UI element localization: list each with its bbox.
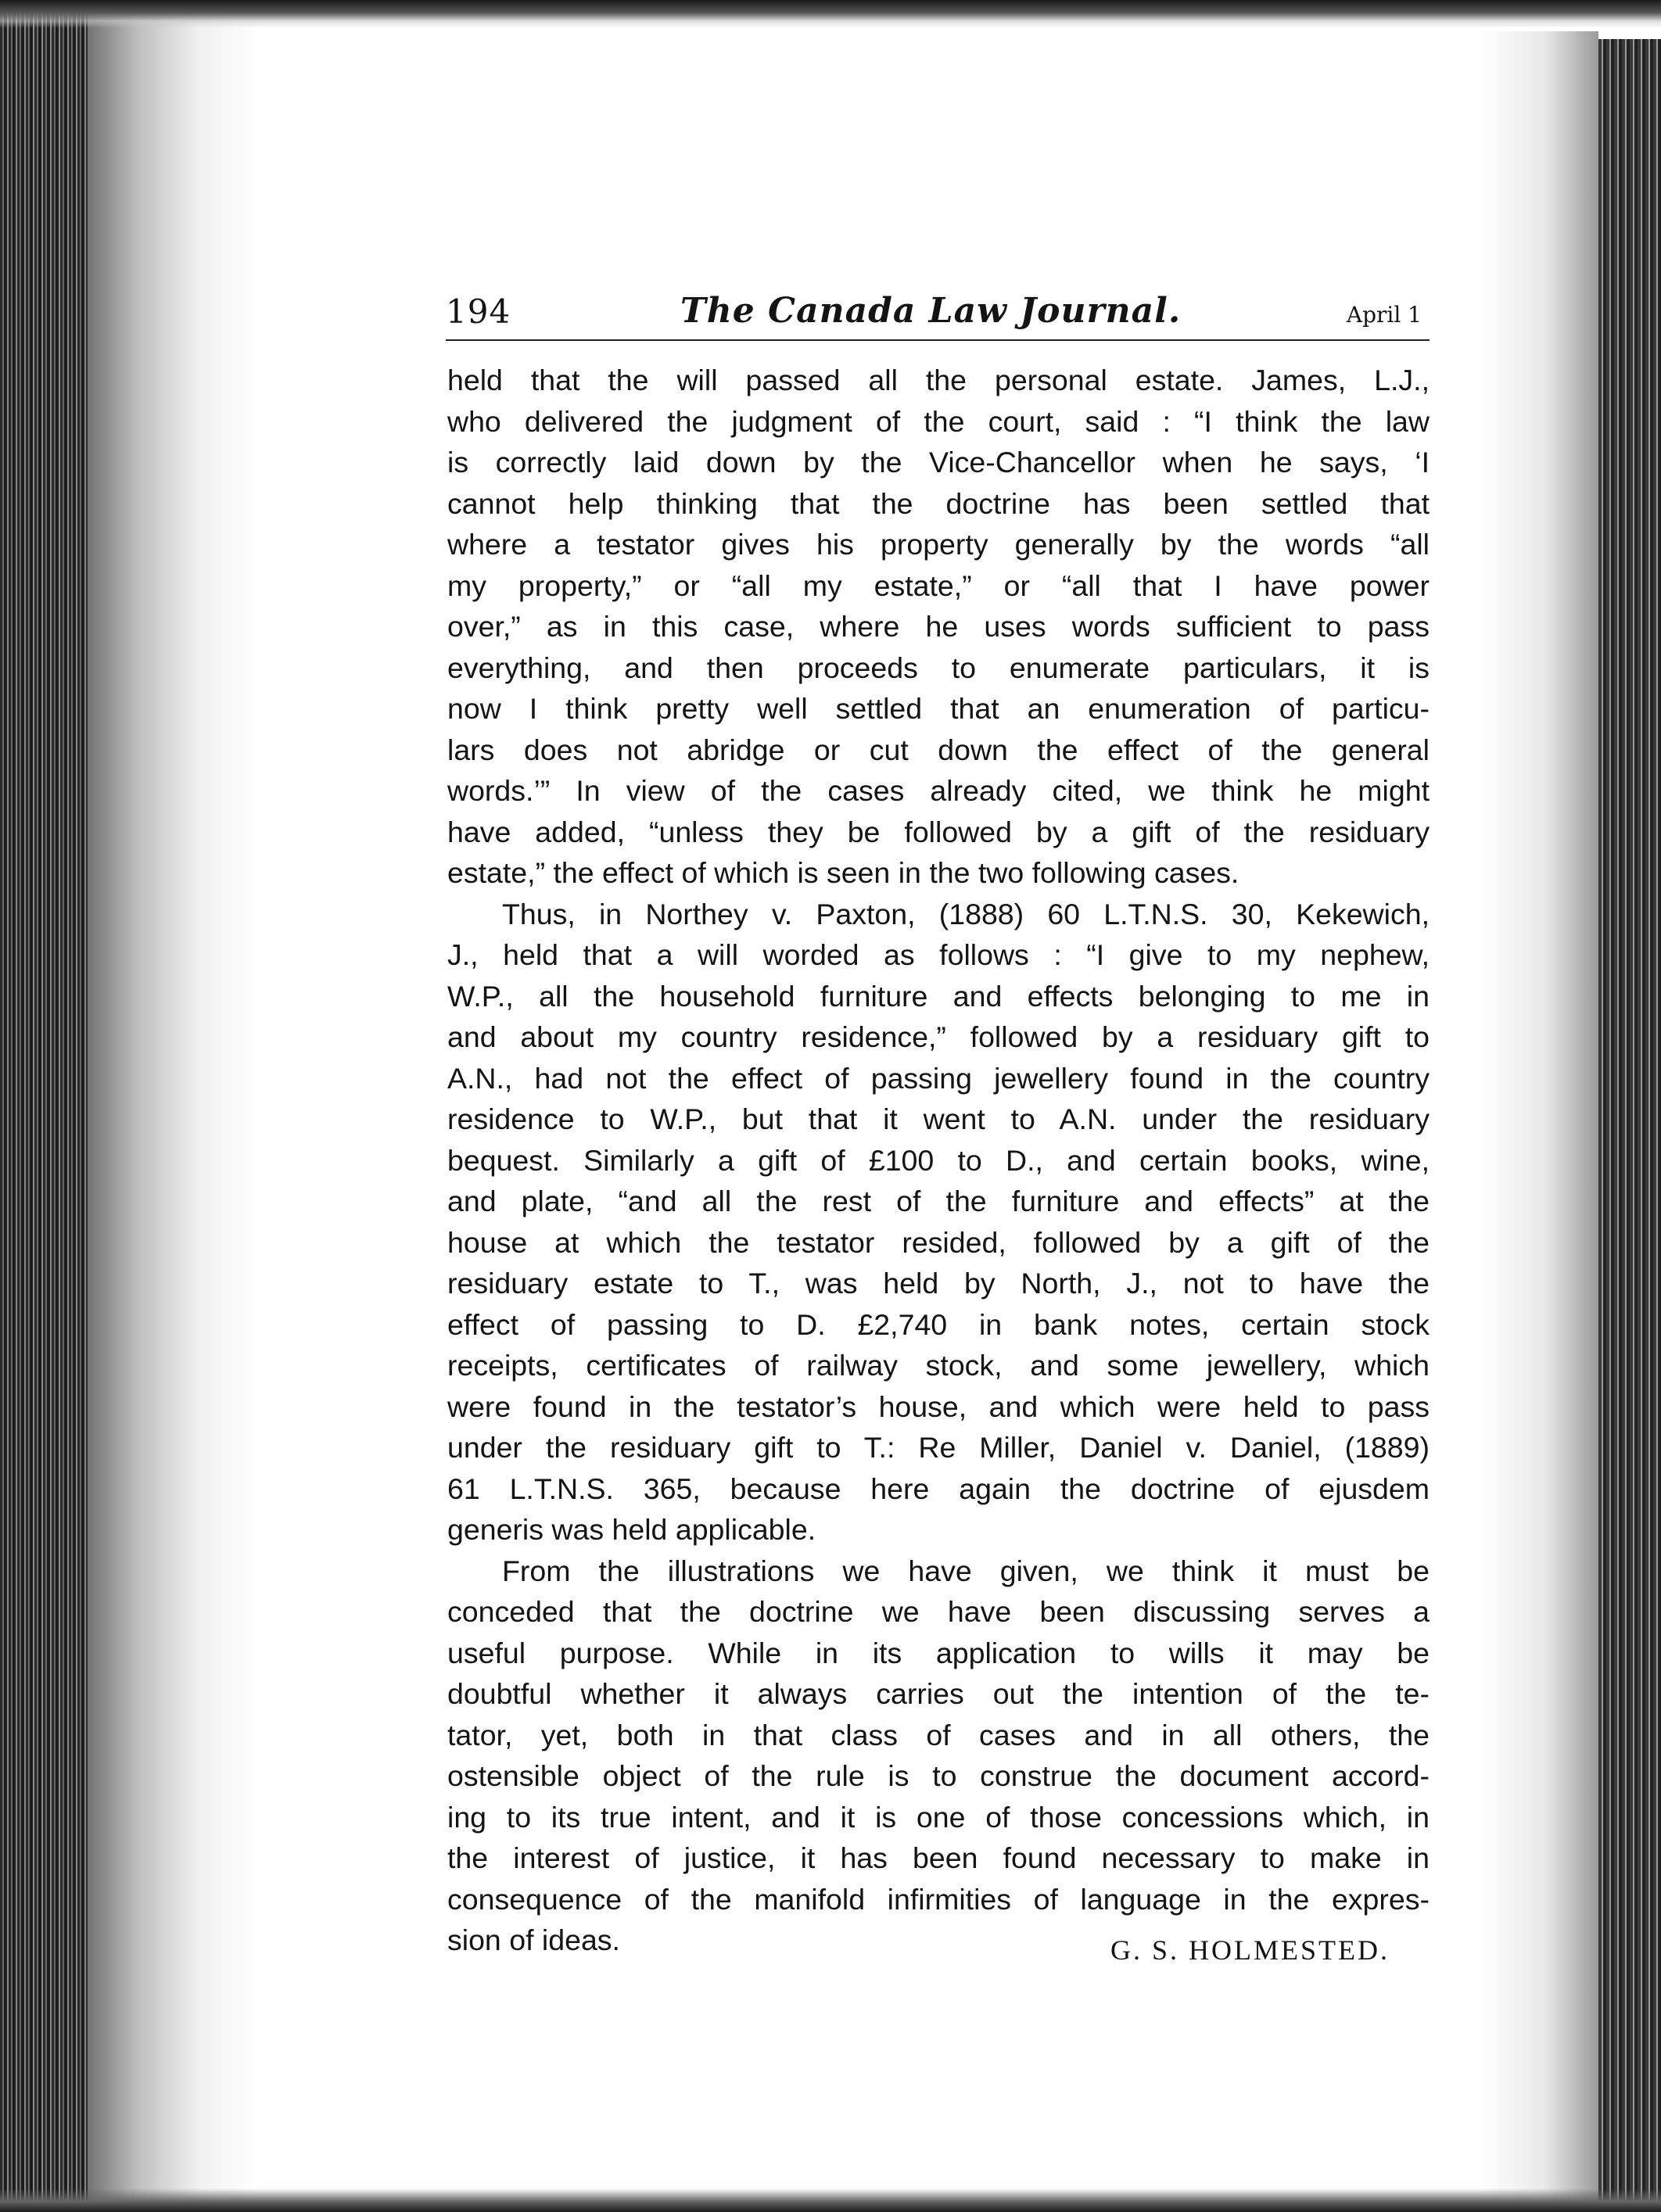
text-line: consequence of the manifold infirmities of language in the expres- [447,1882,1430,1916]
text-line: my property,” or “all my estate,” or “all that I have power [447,568,1430,602]
text-line: ostensible object of the rule is to construe the document accord- [447,1759,1430,1792]
text-line: estate,” the effect of which is seen in the two following cases. [447,856,1239,889]
text-line: held that the will passed all the personal estate. James, L.J., [447,364,1430,396]
text-line: words.’” In view of the cases already cited, we think he might [447,774,1430,807]
text-line: Thus, in Northey v. Paxton, (1888) 60 L.T.N.S. 30, Kekewich, [502,897,1430,930]
text-line: tator, yet, both in that class of cases and in all others, the [447,1718,1430,1751]
text-line: residuary estate to T., was held by North, J., not to have the [447,1267,1430,1300]
article-body [447,360,1430,1961]
scan-top-edge [0,0,1661,28]
text-line: were found in the testator’s house, and which were held to pass [447,1389,1430,1423]
text-line: useful purpose. While in its application to wills it may be [447,1636,1430,1669]
text-line: residence to W.P., but that it went to A.N. under the residuary [447,1102,1430,1135]
text-line: conceded that the doctrine we have been discussing serves a [447,1595,1430,1628]
page-header [446,291,1430,341]
text-line: 61 L.T.N.S. 365, because here again the doctrine of ejusdem [447,1472,1430,1505]
text-line: over,” as in this case, where he uses words sufficient to pass [447,610,1430,643]
issue-date: April 1 [1346,302,1422,328]
text-line: where a testator gives his property generally by the words “all [447,528,1430,561]
scan-left-edge [0,0,88,2212]
paragraph-1 [447,360,1430,894]
text-line: house at which the testator resided, followed by a gift of the [447,1225,1430,1259]
text-line: the interest of justice, it has been found necessary to make in [447,1841,1430,1874]
text-line: bequest. Similarly a gift of £100 to D., and certain books, wine, [447,1143,1430,1177]
text-line: now I think pretty well settled that an enumeration of particu- [447,692,1430,725]
text-line: and plate, “and all the rest of the furniture and effects” at the [447,1185,1430,1217]
scan-right-shadow [1481,31,1598,2212]
text-line: effect of passing to D. £2,740 in bank notes, certain stock [447,1307,1430,1341]
running-title: The Canada Law Journal. [680,291,1182,331]
text-line: is correctly laid down by the Vice-Chancellor when he says, ‘I [447,446,1430,479]
paragraph-2 [447,894,1430,1551]
text-line: generis was held applicable. [447,1513,816,1546]
text-line: A.N., had not the effect of passing jewellery found in the country [447,1061,1430,1095]
text-line: everything, and then proceeds to enumerate particulars, it is [447,651,1430,684]
text-line: doubtful whether it always carries out the intention of the te- [447,1677,1430,1710]
text-line: under the residuary gift to T.: Re Miller, Daniel v. Daniel, (1889) [447,1431,1430,1464]
text-line: From the illustrations we have given, we think it must be [502,1554,1430,1587]
text-line: lars does not abridge or cut down the effect of the general [447,733,1430,766]
text-line: W.P., all the household furniture and effects belonging to me in [447,979,1430,1013]
scan-bottom-edge [0,2189,1661,2212]
text-line: sion of ideas. [447,1923,620,1956]
text-line: have added, “unless they be followed by a gift of the residuary [447,815,1430,848]
page-number: 194 [446,292,511,331]
text-line: cannot help thinking that the doctrine has been settled that [447,486,1430,520]
scan-left-shadow [88,0,260,2212]
author-signature: G. S. HOLMESTED. [1110,1934,1390,1966]
text-line: ing to its true intent, and it is one of those concessions which, in [447,1800,1430,1834]
scan-right-edge [1598,39,1661,2212]
text-line: who delivered the judgment of the court, said : “I think the law [447,404,1430,438]
text-line: receipts, certificates of railway stock, and some jewellery, which [447,1349,1430,1382]
text-line: J., held that a will worded as follows : “I give to my nephew, [447,938,1430,971]
paragraph-3 [447,1551,1430,1961]
text-line: and about my country residence,” followed by a residuary gift to [447,1020,1430,1053]
